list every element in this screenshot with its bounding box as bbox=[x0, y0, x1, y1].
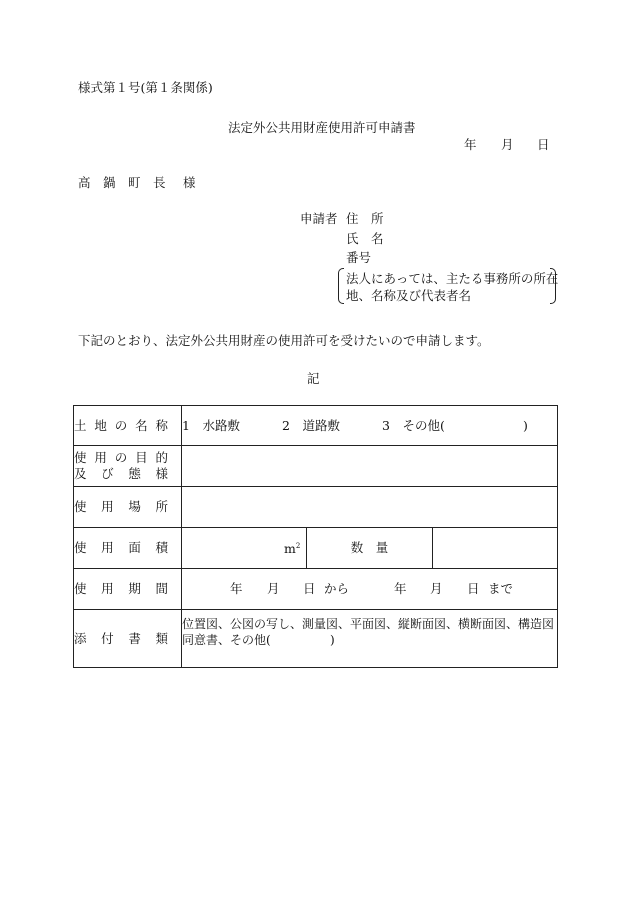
location-field[interactable] bbox=[182, 487, 558, 528]
label-char: 使 bbox=[74, 499, 87, 514]
option-other[interactable]: 3 その他( bbox=[382, 417, 445, 433]
label-char: 期 bbox=[128, 581, 141, 596]
purpose-field[interactable] bbox=[182, 446, 558, 487]
row-land-name bbox=[74, 406, 558, 446]
label-char: 間 bbox=[155, 581, 168, 596]
left-bracket bbox=[338, 268, 344, 304]
location-label bbox=[74, 487, 182, 528]
corporate-note-line2: 地、名称及び代表者名 bbox=[346, 288, 472, 303]
row-purpose bbox=[74, 446, 558, 487]
date-month: 月 bbox=[501, 137, 514, 152]
addressee-name: 高 鍋 町 長 bbox=[78, 175, 166, 190]
row-attachments bbox=[74, 610, 558, 668]
label-char: 用 bbox=[101, 499, 114, 514]
date-day: 日 bbox=[537, 137, 550, 152]
applicant-name-label: 氏 名 bbox=[346, 231, 384, 246]
label-char: 用 bbox=[101, 581, 114, 596]
ki-heading: 記 bbox=[307, 371, 320, 386]
row-area bbox=[74, 528, 558, 569]
label-char: の bbox=[114, 450, 128, 465]
area-field[interactable] bbox=[182, 528, 307, 569]
label-char: 用 bbox=[101, 540, 114, 555]
applicant-number-label: 番号 bbox=[346, 250, 372, 265]
row-location bbox=[74, 487, 558, 528]
label-char: 添 bbox=[74, 630, 87, 646]
label-char: 所 bbox=[155, 499, 168, 514]
application-table bbox=[73, 405, 558, 668]
area-unit-sup: 2 bbox=[295, 542, 301, 551]
document-title: 法定外公共用財産使用許可申請書 bbox=[228, 120, 416, 135]
area-unit: m bbox=[284, 541, 296, 557]
label-char: 類 bbox=[155, 630, 168, 646]
applicant-address-label: 住 所 bbox=[346, 211, 384, 226]
corporate-note-line1: 法人にあっては、主たる事務所の所在 bbox=[346, 271, 559, 286]
period-end-day: 日 bbox=[467, 581, 480, 596]
label-char: 的 bbox=[155, 450, 168, 465]
label-char: び bbox=[101, 466, 114, 481]
label-char: 面 bbox=[128, 540, 141, 555]
attachments-line2-close: ) bbox=[330, 633, 335, 647]
addressee-honorific: 様 bbox=[183, 175, 196, 190]
label-char: 名 bbox=[135, 417, 148, 433]
label-char: 場 bbox=[128, 499, 141, 514]
label-char: 付 bbox=[101, 630, 114, 646]
label-char: 使 bbox=[74, 540, 87, 555]
land-name-label bbox=[74, 406, 182, 446]
label-char: 使 bbox=[74, 450, 87, 465]
label-char: 目 bbox=[135, 450, 148, 465]
land-name-options bbox=[182, 406, 558, 446]
statement: 下記のとおり、法定外公共用財産の使用許可を受けたいので申請します。 bbox=[78, 333, 490, 348]
quantity-field[interactable] bbox=[432, 528, 557, 569]
period-from: から bbox=[324, 581, 350, 596]
purpose-label bbox=[74, 446, 182, 487]
label-char: 地 bbox=[94, 417, 107, 433]
date-year: 年 bbox=[464, 137, 477, 152]
option-other-close: ) bbox=[523, 417, 528, 433]
period-label bbox=[74, 569, 182, 610]
period-end-month: 月 bbox=[430, 581, 443, 596]
option-road[interactable]: 2 道路敷 bbox=[282, 417, 340, 433]
period-start-year: 年 bbox=[230, 581, 243, 596]
label-char: 使 bbox=[74, 581, 87, 596]
label-char: 土 bbox=[74, 417, 87, 433]
option-waterway[interactable]: 1 水路敷 bbox=[182, 417, 240, 433]
period-field[interactable] bbox=[182, 569, 558, 610]
label-char: 称 bbox=[155, 417, 168, 433]
applicant-label: 申請者 bbox=[300, 211, 338, 226]
attachments-label bbox=[74, 610, 182, 668]
attachments-field[interactable] bbox=[182, 610, 558, 668]
label-char: 用 bbox=[94, 450, 107, 465]
period-start-month: 月 bbox=[267, 581, 280, 596]
period-start-day: 日 bbox=[303, 581, 316, 596]
form-number: 様式第１号(第１条関係) bbox=[78, 80, 213, 95]
area-label bbox=[74, 528, 182, 569]
label-char: 及 bbox=[74, 466, 87, 481]
label-char: 態 bbox=[128, 466, 141, 481]
period-until: まで bbox=[488, 581, 514, 596]
label-char: 書 bbox=[128, 630, 141, 646]
attachments-line1: 位置図、公図の写し、測量図、平面図、縦断面図、横断面図、構造図 bbox=[182, 617, 555, 631]
label-char: 積 bbox=[155, 540, 168, 555]
period-end-year: 年 bbox=[394, 581, 407, 596]
attachments-line2: 同意書、その他( bbox=[182, 633, 271, 647]
quantity-label: 数 量 bbox=[307, 528, 432, 569]
row-period bbox=[74, 569, 558, 610]
label-char: の bbox=[114, 417, 128, 433]
label-char: 様 bbox=[155, 466, 168, 481]
